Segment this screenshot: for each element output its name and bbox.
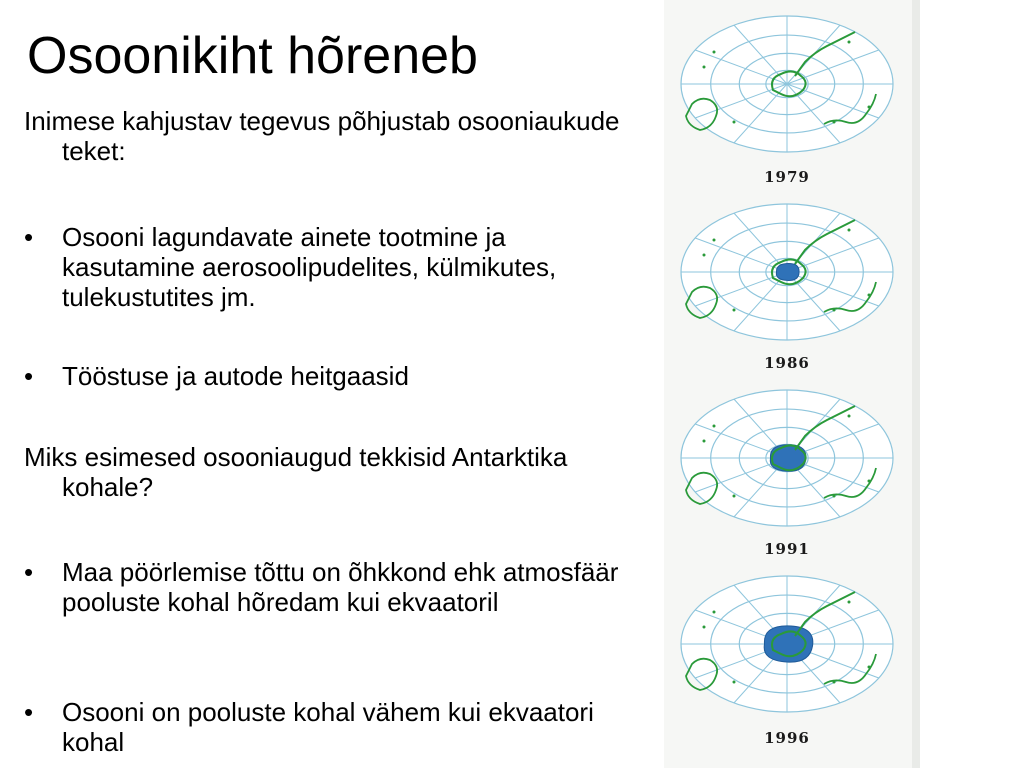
bullet-reason-2 [24,697,622,757]
bullet-reason-1 [24,557,622,617]
ozone-map-1991 [674,386,900,536]
map-year-label: 1986 [764,354,810,372]
ozone-hole [776,264,799,281]
ozone-map-1986 [674,200,900,350]
bullet-dot: • [24,697,34,727]
ozone-map-1979 [674,12,900,162]
question-text: Miks esimesed osooniaugud tekkisid Antarktika kohale? [24,442,568,502]
bullet-dot: • [24,361,34,391]
bullet-cause-2 [24,361,622,391]
slide-title: Osoonikiht hõreneb [27,27,478,85]
bullet-cause-1 [24,222,622,312]
bullet-text: Osooni lagundavate ainete tootmine ja kasutamine aerosoolipudelites, külmikutes, tulekustutites jm. [62,222,557,312]
bullet-text: Tööstuse ja autode heitgaasid [62,361,409,391]
bullet-dot: • [24,557,34,587]
bullet-text: Osooni on pooluste kohal vähem kui ekvaatori kohal [62,697,594,757]
map-year-label: 1979 [764,168,810,186]
map-year-label: 1991 [764,540,810,558]
bullet-text: Maa pöörlemise tõttu on õhkkond ehk atmosfäär pooluste kohal hõredam kui ekvaatoril [62,557,619,617]
bullet-dot: • [24,222,34,252]
map-year-label: 1996 [764,729,810,747]
intro-text: Inimese kahjustav tegevus põhjustab osooniaukude teket: [24,106,620,166]
ozone-map-1996 [674,572,900,722]
